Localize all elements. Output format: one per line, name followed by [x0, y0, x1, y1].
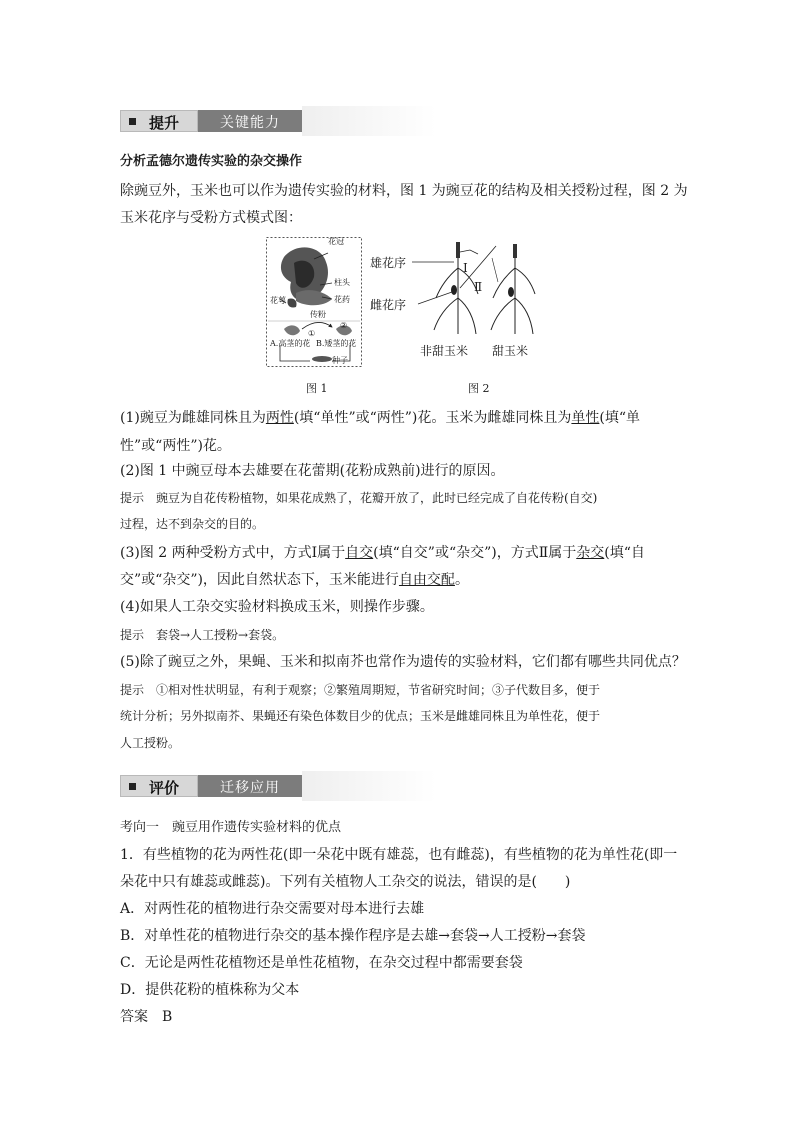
question-2: (2)图 1 中豌豆母本去雄要在花蕾期(花粉成熟前)进行的原因。 — [120, 463, 505, 479]
banner-tag: 提升 — [149, 114, 180, 132]
banner-title: 迁移应用 — [220, 780, 280, 796]
banner-title-box — [198, 110, 302, 132]
square-bullet-icon — [129, 118, 136, 125]
label-stigma: 柱头 — [334, 278, 350, 287]
mcq-stem-line-2: 朵花中只有雄蕊或雌蕊)。下列有关植物人工杂交的说法，错误的是( ) — [120, 874, 571, 890]
question-1-line-2: 性”或“两性”)花。 — [120, 438, 231, 454]
direction-title: 考向一 豌豆用作遗传实验材料的优点 — [120, 820, 342, 835]
question-3-line-2: 交”或“杂交”)，因此自然状态下，玉米能进行自由交配。 — [120, 572, 469, 588]
banner-tag: 评价 — [149, 779, 180, 797]
figure-2-corn — [370, 238, 570, 368]
hint-4: 提示 套袋→人工授粉→套袋。 — [120, 628, 285, 642]
label-calyx: 花萼 — [270, 296, 286, 305]
question-5: (5)除了豌豆之外，果蝇、玉米和拟南芥也常作为遗传的实验材料，它们都有哪些共同优点？ — [120, 654, 686, 670]
blank-answer: 杂交 — [576, 545, 605, 561]
label-mode-1: Ⅰ — [463, 261, 468, 275]
section-banner-evaluate — [120, 771, 436, 799]
label-corolla: 花冠 — [328, 237, 344, 246]
label-sweet-corn: 甜玉米 — [492, 344, 529, 358]
mcq-stem-line-1: 1．有些植物的花为两性花(即一朵花中既有雄蕊，也有雌蕊)，有些植物的花为单性花(即一 — [120, 847, 678, 863]
question-1-line-1: (1)豌豆为雌雄同株且为两性(填“单性”或“两性”)花。玉米为雌雄同株且为单性(填“单 — [120, 410, 641, 426]
figure-1-pea-flower — [266, 237, 362, 367]
label-pollination: 传粉 — [310, 310, 326, 319]
blank-answer: 自交 — [345, 545, 374, 561]
label-mode-2: Ⅱ — [474, 280, 483, 294]
label-female-inflorescence: 雌花序 — [370, 298, 407, 312]
mcq-option-c: C．无论是两性花植物还是单性花植物，在杂交过程中都需要套袋 — [120, 955, 523, 971]
blank-answer: 两性 — [265, 410, 294, 426]
label-short-flower: B.矮茎的花 — [316, 339, 357, 348]
intro-line-2: 玉米花序与受粉方式模式图： — [120, 210, 302, 226]
mcq-answer: 答案 B — [120, 1009, 173, 1025]
label-tall-flower: A.高茎的花 — [270, 339, 311, 348]
label-circle-1: ① — [308, 329, 316, 338]
hint-2-line-1: 提示 豌豆为自花传粉植物，如果花成熟了，花瓣开放了，此时已经完成了自花传粉(自交) — [120, 491, 598, 505]
mcq-option-a: A．对两性花的植物进行杂交需要对母本进行去雄 — [120, 901, 425, 917]
banner-title: 关键能力 — [220, 115, 280, 131]
label-seed: 种子 — [332, 356, 348, 365]
blank-answer: 自由交配 — [398, 572, 455, 588]
label-anther: 花药 — [334, 295, 350, 304]
section-banner-improve — [120, 106, 436, 134]
square-bullet-icon — [129, 783, 136, 790]
question-3-line-1: (3)图 2 两种受粉方式中，方式Ⅰ属于自交(填“自交”或“杂交”)，方式Ⅱ属于杂交(填“自 — [120, 545, 645, 561]
banner-title-box — [198, 775, 302, 797]
hint-5-line-3: 人工授粉。 — [120, 736, 181, 750]
hint-5-line-2: 统计分析；另外拟南芥、果蝇还有染色体数目少的优点；玉米是雌雄同株且为单性花，便于 — [120, 709, 601, 723]
mcq-option-d: D．提供花粉的植株称为父本 — [120, 982, 300, 998]
banner-fade — [302, 771, 436, 801]
question-4: (4)如果人工杂交实验材料换成玉米，则操作步骤。 — [120, 599, 434, 615]
banner-fade — [302, 106, 436, 136]
label-non-sweet-corn: 非甜玉米 — [420, 344, 469, 358]
banner-tag-box — [120, 775, 198, 797]
label-circle-2: ② — [340, 321, 348, 330]
mcq-option-b: B．对单性花的植物进行杂交的基本操作程序是去雄→套袋→人工授粉→套袋 — [120, 928, 586, 944]
banner-tag-box — [120, 110, 198, 132]
hint-2-line-2: 过程，达不到杂交的目的。 — [120, 517, 265, 531]
section-title: 分析孟德尔遗传实验的杂交操作 — [120, 154, 303, 169]
intro-line-1: 除豌豆外，玉米也可以作为遗传实验的材料，图 1 为豌豆花的结构及相关授粉过程，图 2 为 — [120, 183, 688, 199]
figure-1-caption: 图 1 — [306, 382, 328, 395]
blank-answer: 单性 — [571, 410, 600, 426]
label-male-inflorescence: 雄花序 — [370, 256, 407, 270]
hint-5-line-1: 提示 ①相对性状明显，有利于观察；②繁殖周期短，节省研究时间；③子代数目多，便于 — [120, 683, 601, 697]
figure-2-caption: 图 2 — [468, 382, 490, 395]
